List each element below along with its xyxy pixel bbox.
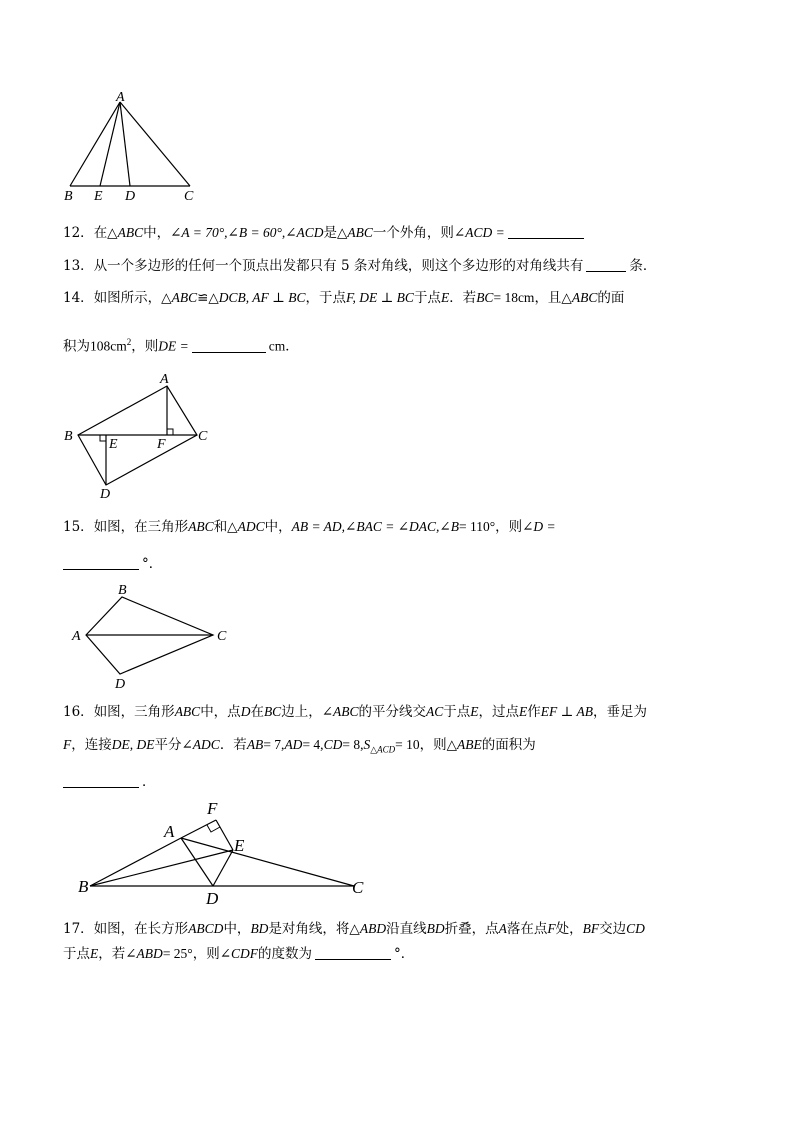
q16-math: EF ⊥ AB xyxy=(540,704,593,719)
q11-edge-ab xyxy=(70,102,120,186)
q14-text-part: ，于点 xyxy=(305,290,346,306)
q11-label-d: D xyxy=(125,189,136,204)
q14-label-d: D xyxy=(100,487,111,502)
q16-math: CD xyxy=(323,737,343,752)
q17-text-part: 沿直线 xyxy=(386,921,427,937)
q14-unit: cm． xyxy=(268,338,299,354)
q15-answer-blank[interactable] xyxy=(63,557,139,570)
q11-label-b: B xyxy=(64,189,73,204)
q12-number: 12． xyxy=(63,225,94,241)
q12-math: ∠A = 70°,∠B = 60°,∠ACD xyxy=(170,225,324,240)
q17-math: E xyxy=(90,946,99,961)
q17-math: ABCD xyxy=(188,921,224,936)
q14-math-number: = 18cm xyxy=(493,290,535,305)
q15-text-part: 和△ xyxy=(213,519,238,535)
q12-text-part: 在△ xyxy=(93,225,118,241)
q17-text-part: 处， xyxy=(555,921,583,937)
q17-answer-blank[interactable] xyxy=(315,947,391,960)
q16-math: ABE xyxy=(457,737,482,752)
q16-segment-af xyxy=(181,820,216,838)
q11-label-a: A xyxy=(116,90,125,105)
q16-math: ∠ABC xyxy=(321,704,359,719)
q16-segment-fe xyxy=(216,820,233,850)
q14-text-part: ，且△ xyxy=(534,290,572,306)
q13-text xyxy=(63,257,656,275)
q17-text-part: °． xyxy=(394,946,415,962)
q17-math: BF xyxy=(582,921,600,936)
q15-math-number: = 110° xyxy=(458,519,496,534)
q17-text-part: 是对角线，将△ xyxy=(268,921,360,937)
q16-text-part: ，垂足为 xyxy=(592,704,647,720)
q14-text-line2 xyxy=(63,333,299,356)
q12-math: ∠ACD = xyxy=(453,225,505,240)
q16-text-part: 平分 xyxy=(154,737,182,753)
q16-text-part: 边上， xyxy=(281,704,322,720)
q16-math: ∠ADC xyxy=(181,737,220,752)
q16-text-part: ．若 xyxy=(219,737,247,753)
q12-math: ABC xyxy=(117,225,144,240)
q15-text-line1 xyxy=(63,518,556,536)
q16-segment-be xyxy=(90,850,233,886)
q14-right-angle-f xyxy=(167,429,173,435)
q17-text-part: 折叠，点 xyxy=(444,921,499,937)
q15-label-c: C xyxy=(217,629,227,644)
q14-label-e: E xyxy=(109,437,118,452)
q12-text-part: 中， xyxy=(143,225,171,241)
q16-label-f: F xyxy=(207,799,218,818)
q14-label-c: C xyxy=(198,429,208,444)
q14-right-angle-e xyxy=(100,435,106,441)
q14-text-line1 xyxy=(63,289,624,307)
q14-text-part: ≌△ xyxy=(197,290,219,306)
q14-label-b: B xyxy=(64,429,73,444)
q16-math: F xyxy=(63,737,72,752)
q16-label-e: E xyxy=(234,836,245,855)
q16-text-part: 如图，三角形 xyxy=(93,704,175,720)
q16-math: E xyxy=(519,704,528,719)
q12-text-part: 一个外角，则 xyxy=(372,225,454,241)
q15-label-a: A xyxy=(72,629,81,644)
q16-number: 16． xyxy=(63,704,94,720)
q16-text-line1 xyxy=(63,703,647,721)
q16-segment-ba xyxy=(90,838,181,886)
q14-math: BC xyxy=(476,290,494,305)
q16-label-a: A xyxy=(164,822,175,841)
q16-text-part: 中，点 xyxy=(200,704,241,720)
q16-math: E xyxy=(470,704,479,719)
q17-math: F xyxy=(547,921,556,936)
q13-answer-blank[interactable] xyxy=(586,259,626,272)
q14-answer-blank[interactable] xyxy=(192,340,266,353)
q16-text-part: ，连接 xyxy=(71,737,112,753)
q15-text-part: °． xyxy=(142,556,163,572)
q14-figure xyxy=(60,368,220,503)
q12-answer-blank[interactable] xyxy=(508,226,584,239)
q17-math: ∠ABD xyxy=(125,946,163,961)
q14-text-part: 如图所示，△ xyxy=(93,290,172,306)
q16-right-angle-f xyxy=(207,825,220,832)
q16-math: S xyxy=(363,737,371,752)
q12-text-part: 是△ xyxy=(323,225,348,241)
q16-text-line3 xyxy=(63,773,156,791)
q16-text-part: 的面积为 xyxy=(481,737,536,753)
q15-label-d: D xyxy=(115,677,126,692)
q16-text-part: 的平分线交 xyxy=(358,704,427,720)
q16-math-number: = 4, xyxy=(302,737,324,752)
q17-text-part: 于点 xyxy=(63,946,90,962)
q14-text-part: 的面 xyxy=(597,290,625,306)
q16-math: AC xyxy=(426,704,444,719)
q17-text-part: ，若 xyxy=(98,946,126,962)
q17-math: ∠CDF xyxy=(219,946,259,961)
q15-text-line2 xyxy=(63,555,162,573)
q17-math: BD xyxy=(426,921,445,936)
q12-math: ABC xyxy=(347,225,373,240)
q11-triangle-figure xyxy=(60,88,210,206)
q14-text-part: ，则 xyxy=(131,338,159,355)
q14-math: F, DE ⊥ BC xyxy=(345,290,414,305)
q15-math: AB = AD,∠BAC = ∠DAC,∠B xyxy=(291,519,459,534)
q14-math: DCB, AF ⊥ BC xyxy=(218,290,306,305)
q16-text-part: 作 xyxy=(527,704,541,720)
q16-text-line2 xyxy=(63,736,536,759)
q14-superscript: 2 xyxy=(126,337,132,347)
q14-math: DE = xyxy=(158,338,189,354)
q13-text-part: 条． xyxy=(629,258,657,274)
q14-text-part: 积为 xyxy=(63,338,90,355)
q14-math: E xyxy=(440,290,450,305)
q16-label-c: C xyxy=(352,878,364,897)
q16-math: D xyxy=(240,704,251,719)
q17-math: A xyxy=(498,921,507,936)
q15-math: ∠D = xyxy=(522,519,556,534)
q15-number: 15． xyxy=(63,519,94,535)
q14-math: ABC xyxy=(571,290,598,305)
q17-text-part: 如图，在长方形 xyxy=(93,921,189,937)
q17-math: CD xyxy=(626,921,645,936)
q15-label-b: B xyxy=(118,583,127,598)
q16-answer-blank[interactable] xyxy=(63,775,139,788)
q16-figure xyxy=(76,798,376,906)
q17-text-line2 xyxy=(63,945,414,963)
q17-text-part: 交边 xyxy=(599,921,627,937)
q17-math: BD xyxy=(250,921,269,936)
q17-text-part: 中， xyxy=(223,921,251,937)
q14-math: ABC xyxy=(171,290,198,305)
q15-text-part: 中， xyxy=(264,519,292,535)
q14-text-part: ．若 xyxy=(449,290,477,306)
q17-text-part: 落在点 xyxy=(506,921,548,937)
q16-label-b: B xyxy=(78,877,89,896)
q16-math: AD xyxy=(284,737,303,752)
q16-segment-ed xyxy=(213,850,233,886)
q11-segment-ad xyxy=(120,102,130,186)
q16-math-number: = 10 xyxy=(395,737,420,752)
q16-text-part: ，则△ xyxy=(419,737,458,753)
q16-math: ABC xyxy=(174,704,201,719)
q16-subscript: △ACD xyxy=(370,744,396,755)
q17-math-number: = 25° xyxy=(162,946,193,961)
q11-label-e: E xyxy=(94,189,103,204)
q16-segment-ac xyxy=(181,838,354,886)
q15-text-part: ，则 xyxy=(495,519,523,535)
q11-segment-ae xyxy=(100,102,120,186)
q11-edge-ac xyxy=(120,102,190,186)
q11-label-c: C xyxy=(184,189,194,204)
q17-text-part: 的度数为 xyxy=(258,946,313,962)
q15-text-part: 如图，在三角形 xyxy=(93,519,189,535)
q17-math: ABD xyxy=(359,921,387,936)
q12-text xyxy=(63,224,587,242)
q14-label-a: A xyxy=(160,372,169,387)
q16-math: AB xyxy=(246,737,264,752)
q15-figure xyxy=(68,580,238,692)
q16-text-part: 于点 xyxy=(443,704,471,720)
q16-text-part: 在 xyxy=(250,704,264,720)
q14-number: 14． xyxy=(63,290,94,306)
q14-label-f: F xyxy=(157,437,166,452)
q15-math: ADC xyxy=(237,519,265,534)
q13-text-part: 从一个多边形的任何一个顶点出发都只有 5 条对角线，则这个多边形的对角线共有 xyxy=(93,258,584,274)
q14-math-number: 108cm xyxy=(90,338,127,354)
q17-text-part: ，则 xyxy=(192,946,220,962)
q16-math-number: = 7, xyxy=(263,737,285,752)
q17-text-line1 xyxy=(63,920,645,938)
q15-math: ABC xyxy=(188,519,214,534)
q16-math-number: = 8, xyxy=(342,737,364,752)
q13-number: 13． xyxy=(63,258,94,274)
q14-text-part: 于点 xyxy=(413,290,441,306)
q16-math: DE, DE xyxy=(111,737,155,752)
q17-number: 17． xyxy=(63,921,94,937)
q16-text-part: ，过点 xyxy=(478,704,520,720)
q16-label-d: D xyxy=(206,889,219,908)
q16-math: BC xyxy=(263,704,282,719)
q16-text-part: ． xyxy=(142,774,156,790)
